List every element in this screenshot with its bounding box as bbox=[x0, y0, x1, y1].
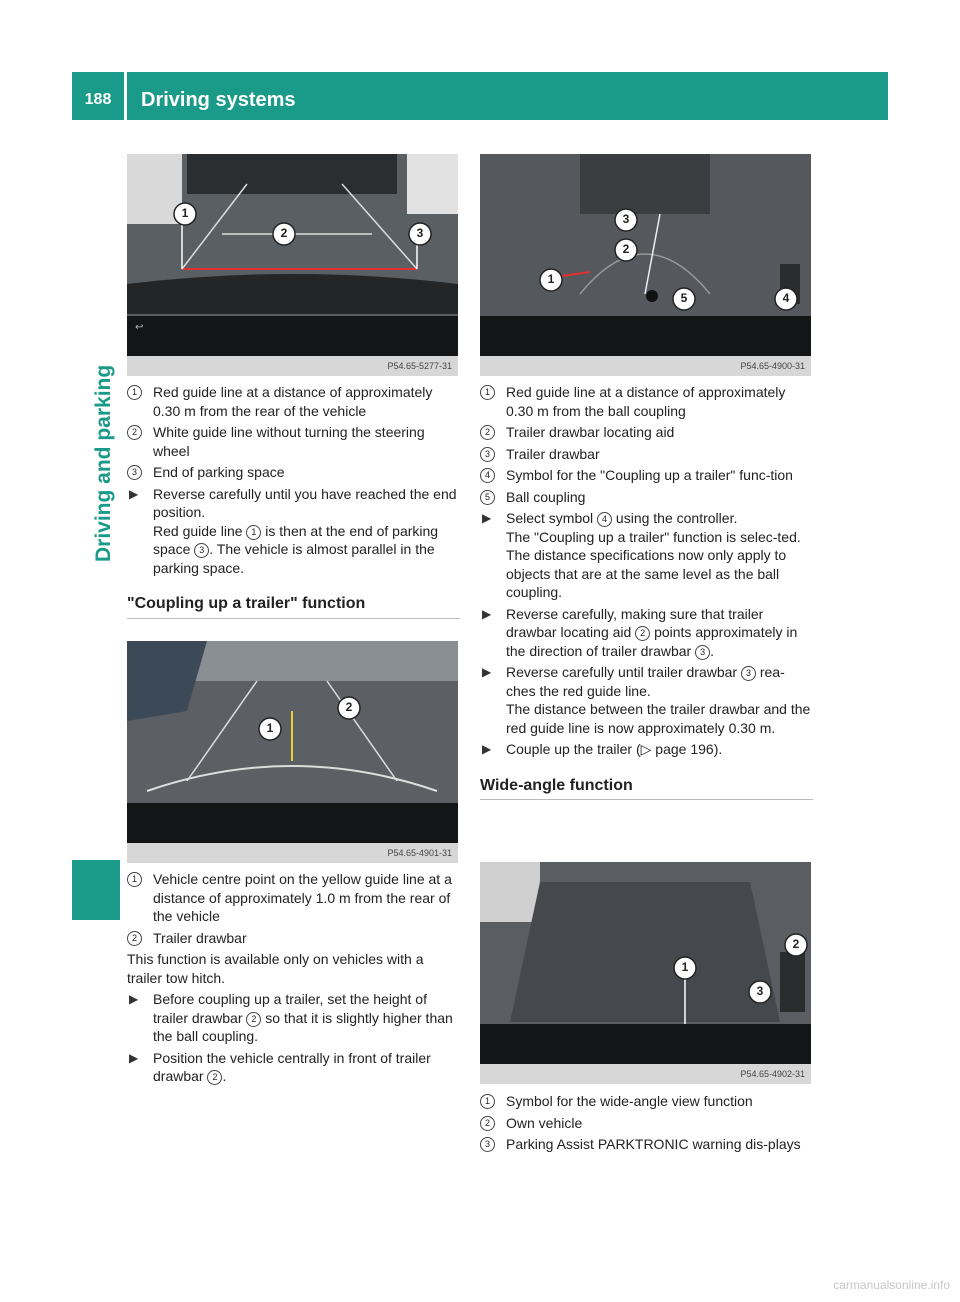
step-text: is then at the end of parking space bbox=[153, 522, 439, 557]
step-text: . bbox=[710, 642, 714, 659]
legend-text: Red guide line at a distance of approximately 0.30 m from the rear of the vehicle bbox=[153, 384, 433, 419]
legend-text: Trailer drawbar bbox=[506, 445, 600, 462]
legend-number: 1 bbox=[127, 385, 142, 400]
legend-number: 2 bbox=[480, 425, 495, 440]
page-number: 188 bbox=[84, 91, 112, 108]
watermark: carmanualsonline.info bbox=[833, 1278, 950, 1292]
legend-text: Symbol for the "Coupling up a trailer" func-tion bbox=[506, 467, 793, 483]
instruction-step bbox=[127, 990, 460, 1046]
svg-text:↩: ↩ bbox=[135, 322, 144, 333]
figure-ball-coupling bbox=[480, 154, 811, 376]
instruction-step bbox=[480, 605, 813, 661]
legend-text: Vehicle centre point on the yellow guide line at a distance of approximately 1.0 m from the rear of the vehicle bbox=[153, 871, 452, 924]
step-text: Before coupling up a trailer, set the height of trailer drawbar bbox=[153, 991, 427, 1026]
callout-2: 2 bbox=[280, 226, 288, 240]
legend-text: Own vehicle bbox=[506, 1114, 583, 1131]
legend-item bbox=[480, 1092, 813, 1111]
inline-number: 2 bbox=[635, 626, 650, 641]
legend-item bbox=[480, 488, 813, 507]
figure-wide-angle bbox=[480, 862, 811, 1084]
step-text: so that it is slightly higher than the ball coupling. bbox=[153, 1009, 453, 1044]
figure-code: P54.65-4901-31 bbox=[127, 843, 458, 863]
legend-item bbox=[480, 1135, 813, 1154]
inline-number: 2 bbox=[246, 1012, 261, 1027]
callout-1: 1 bbox=[681, 960, 689, 974]
step-text: Reverse carefully until trailer drawbar bbox=[506, 664, 741, 680]
legend-number: 4 bbox=[480, 468, 495, 483]
inline-number: 3 bbox=[695, 645, 710, 660]
legend-number: 3 bbox=[480, 1137, 495, 1152]
inline-number: 3 bbox=[194, 543, 209, 558]
right-column-lower bbox=[480, 1092, 813, 1157]
callout-1: 1 bbox=[181, 206, 189, 220]
step-arrow-icon: ▶ bbox=[482, 511, 492, 525]
step-text: Select symbol bbox=[506, 510, 598, 526]
legend-item bbox=[127, 929, 460, 948]
legend-item bbox=[127, 383, 460, 420]
side-tab-marker bbox=[72, 860, 120, 920]
callout-3: 3 bbox=[416, 226, 424, 240]
section-heading: Wide-angle function bbox=[480, 777, 813, 801]
instruction-step bbox=[127, 485, 460, 578]
legend-text: Symbol for the wide-angle view function bbox=[506, 1093, 753, 1109]
legend-item bbox=[127, 423, 460, 460]
callout-2: 2 bbox=[622, 242, 630, 256]
step-text: The "Coupling up a trailer" function is selec-ted. The distance specifications now only apply to objects that are at the same level as the ball coupling. bbox=[506, 528, 801, 600]
step-arrow-icon: ▶ bbox=[482, 742, 492, 756]
legend-number: 1 bbox=[480, 1094, 495, 1109]
step-text: rea-ches the red guide line. bbox=[506, 664, 785, 699]
legend-item bbox=[480, 383, 813, 420]
step-text: The distance between the trailer drawbar and the red guide line is now approximately 0.30 m. bbox=[506, 701, 811, 736]
instruction-step bbox=[480, 740, 813, 759]
callout-2: 2 bbox=[345, 700, 353, 714]
step-text: Reverse carefully, making sure that trailer drawbar locating aid bbox=[506, 605, 764, 640]
step-text: Reverse carefully until you have reached the end position. bbox=[153, 485, 457, 520]
inline-number: 2 bbox=[207, 1070, 222, 1085]
callout-5: 5 bbox=[680, 291, 688, 305]
instruction-step bbox=[127, 1049, 460, 1086]
step-text: . The vehicle is almost parallel in the parking space. bbox=[153, 541, 435, 576]
right-column-upper bbox=[480, 383, 813, 810]
legend-number: 3 bbox=[480, 447, 495, 462]
left-column-lower bbox=[127, 870, 460, 1089]
instruction-step bbox=[480, 509, 813, 602]
page-title: Driving systems bbox=[141, 89, 296, 111]
step-arrow-icon: ▶ bbox=[129, 486, 139, 501]
legend-item bbox=[127, 870, 460, 926]
legend-number: 2 bbox=[127, 931, 142, 946]
figure-code: P54.65-4900-31 bbox=[480, 356, 811, 376]
inline-number: 3 bbox=[741, 666, 756, 681]
step-text: Couple up the trailer ( bbox=[506, 741, 641, 757]
step-arrow-icon: ▶ bbox=[129, 992, 139, 1006]
callout-1: 1 bbox=[547, 272, 555, 286]
step-arrow-icon: ▶ bbox=[482, 606, 492, 621]
paragraph: This function is available only on vehicles with a trailer tow hitch. bbox=[127, 951, 424, 986]
step-text: using the controller. bbox=[612, 510, 738, 526]
figure-code: P54.65-4902-31 bbox=[480, 1064, 811, 1084]
callout-3: 3 bbox=[622, 212, 630, 226]
legend-text: Parking Assist PARKTRONIC warning dis-plays bbox=[506, 1136, 801, 1152]
figure-guide-lines bbox=[127, 154, 458, 376]
legend-number: 3 bbox=[127, 465, 142, 480]
instruction-step bbox=[480, 663, 813, 737]
step-arrow-icon: ▶ bbox=[129, 1050, 139, 1065]
legend-text: Red guide line at a distance of approximately 0.30 m from the ball coupling bbox=[506, 384, 786, 419]
legend-item bbox=[480, 445, 813, 464]
callout-1: 1 bbox=[266, 721, 274, 735]
legend-number: 5 bbox=[480, 490, 495, 505]
callout-2: 2 bbox=[792, 937, 800, 951]
legend-number: 2 bbox=[480, 1116, 495, 1131]
left-column-upper bbox=[127, 383, 460, 629]
page-reference-link[interactable]: page 196). bbox=[651, 741, 723, 757]
step-text: . bbox=[222, 1068, 227, 1084]
figure-code: P54.65-5277-31 bbox=[127, 356, 458, 376]
inline-number: 1 bbox=[246, 525, 261, 540]
legend-text: End of parking space bbox=[153, 464, 285, 480]
legend-item bbox=[480, 466, 813, 485]
step-text: Red guide line bbox=[153, 522, 247, 539]
section-heading: "Coupling up a trailer" function bbox=[127, 595, 460, 619]
legend-text: Trailer drawbar bbox=[153, 929, 247, 946]
legend-text: Trailer drawbar locating aid bbox=[506, 424, 675, 440]
legend-text: White guide line without turning the steering wheel bbox=[153, 424, 425, 459]
figure-coupling-trailer bbox=[127, 641, 458, 863]
legend-number: 2 bbox=[127, 425, 142, 440]
callout-4: 4 bbox=[782, 291, 790, 305]
legend-item bbox=[480, 423, 813, 442]
callout-3: 3 bbox=[756, 984, 764, 998]
page-reference-icon: ▷ bbox=[640, 741, 652, 757]
legend-number: 1 bbox=[127, 872, 142, 887]
legend-number: 1 bbox=[480, 385, 495, 400]
step-arrow-icon: ▶ bbox=[482, 665, 492, 679]
step-text: Position the vehicle centrally in front of trailer drawbar bbox=[153, 1049, 431, 1084]
inline-number: 4 bbox=[597, 512, 612, 527]
side-tab-label: Driving and parking bbox=[92, 364, 115, 562]
legend-text: Ball coupling bbox=[506, 488, 586, 505]
header-divider bbox=[124, 72, 127, 120]
legend-item bbox=[480, 1114, 813, 1133]
legend-item bbox=[127, 463, 460, 482]
step-text: points approximately in the direction of trailer drawbar bbox=[506, 624, 798, 659]
